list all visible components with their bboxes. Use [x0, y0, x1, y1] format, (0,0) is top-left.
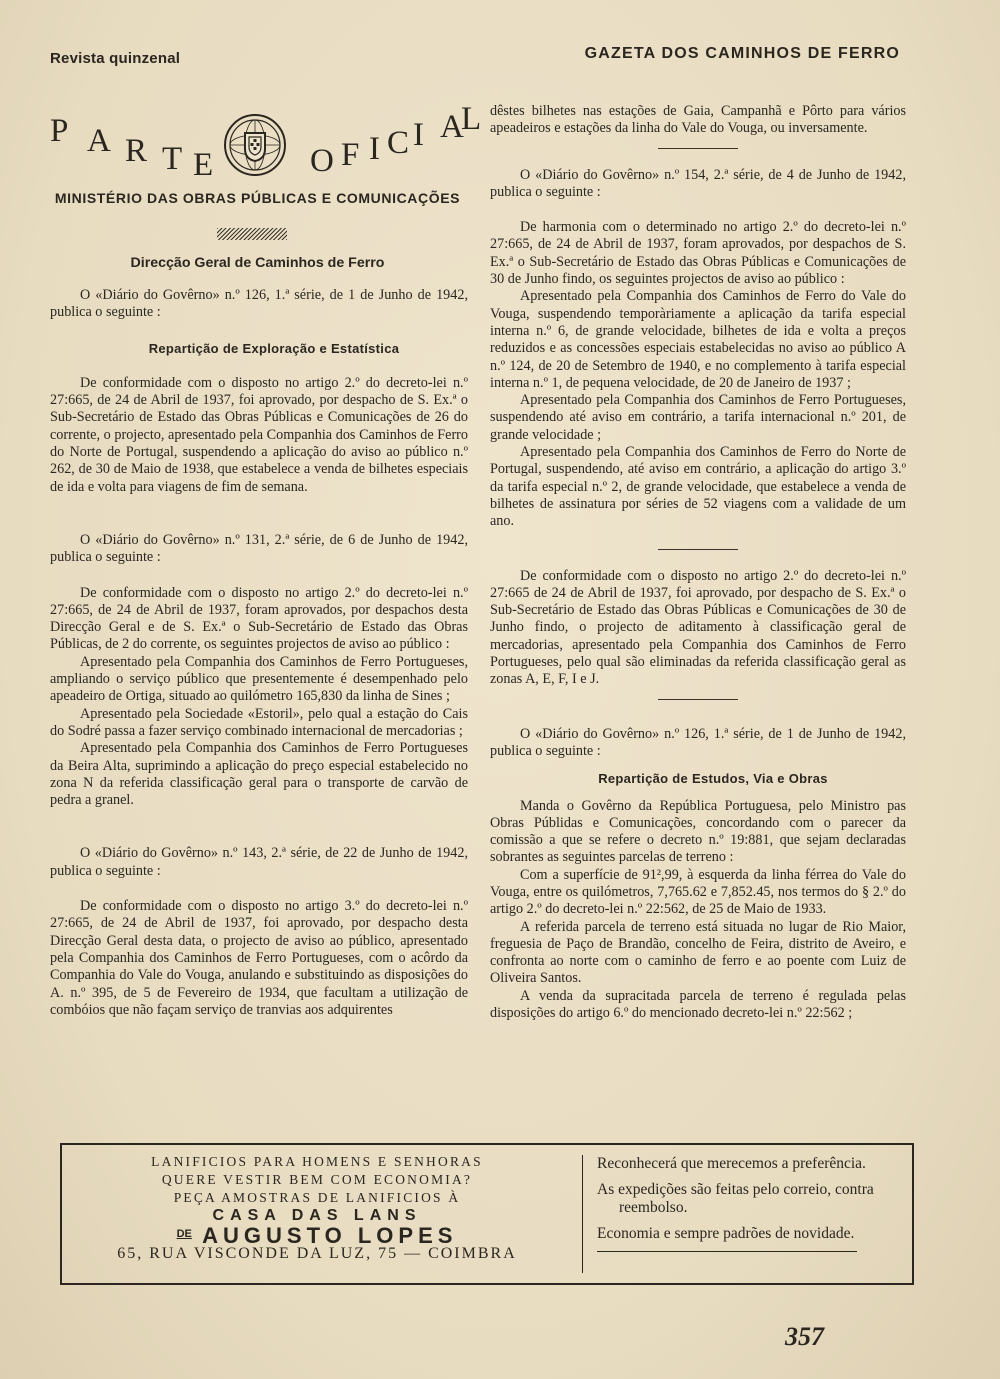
section-body: De harmonia com o determinado no artigo 2.º do decreto-lei n.º 27:665, de 24 de Abril de 1937, foram aprovados, por despachos de S. Ex.ª o Sub-Secretário de Estado das Obras Públicas e Comunicações de 30 de Junho findo, os seguintes projectos de aviso ao público :	[490, 219, 906, 288]
masthead-letter: T	[162, 141, 183, 177]
section-subhead: Repartição de Estudos, Via e Obras	[598, 771, 828, 787]
masthead-letter: L	[461, 101, 482, 137]
section-item: Apresentado pela Sociedade «Estoril», pelo qual a estação do Cais do Sodré passa a fazer serviço combinado internacional de mercadorias ;	[50, 705, 468, 739]
section-body: De conformidade com o disposto no artigo 2.º do decreto-lei n.º 27:665, de 24 de Abril de 1937, foram aprovados, por despachos desta Direcção Geral e de S. Ex.ª o Sub-Secretário de Estado das Obras Públicas, de 2 do corrente, os seguintes projectos de aviso ao público :	[50, 584, 468, 653]
section-continuation: dêstes bilhetes nas estações de Gaia, Campanhã e Pôrto para vários apeadeiros e estações da linha do Vale do Vouga, ou inversamente.	[490, 103, 906, 137]
left-column	[50, 287, 468, 1019]
masthead-letter: E	[193, 147, 214, 183]
masthead-letter: A	[440, 109, 464, 145]
section-item: Apresentado pela Companhia dos Caminhos de Ferro do Norte de Portugal, suspendendo, até aviso em contrário, a aplicação do artigo 3.º da tarifa especial n.º 2, de grande velocidade, que estabelece a venda de bilhetes de assinatura por séries de 52 viagens com a validade de um ano.	[490, 444, 906, 530]
ad-owner: AUGUSTO LOPES	[202, 1223, 458, 1248]
section-body: Manda o Govêrno da República Portuguesa, pelo Ministro pas Obras Públidas e Comunicações, concordando com o parecer da comissão a que se refere o decreto n.º 19:881, que sejam declaradas sobrantes as seguintes parcelas de terreno :	[490, 797, 906, 866]
masthead-letter: I	[413, 117, 424, 153]
masthead-letter: F	[341, 137, 360, 173]
section-body: De conformidade com o disposto no artigo 2.º do decreto-lei n.º 27:665, de 24 de Abril de 1937, foi aprovado, por despacho de S. Ex.ª o Sub-Secretário de Estado das Obras Públicas e Comunicações de 26 do corrente, o projecto, apresentado pela Companhia dos Caminhos de Ferro do Norte de Portugal, suspendendo a aplicação do aviso ao público n.º 262, de 30 de Maio de 1938, que estabelece a venda de bilhetes especiais de ida e volta para viagens de fim de semana.	[50, 374, 468, 495]
masthead-letter: C	[387, 125, 410, 161]
ad-claim: As expedições são feitas pelo correio, contra reembolso.	[597, 1181, 874, 1216]
masthead-letter: R	[125, 133, 148, 169]
masthead-letter: A	[87, 123, 111, 159]
section-item: A referida parcela de terreno está situada no lugar de Rio Maior, freguesia de Paço de Brandão, concelho de Feira, distrito de Aveiro, e confronta ao norte com o caminho de ferro e ao poente com Luiz de Oliveira Santos.	[490, 918, 906, 987]
section-intro: O «Diário do Govêrno» n.º 126, 1.ª série, de 1 de Junho de 1942, publica o seguinte :	[50, 287, 468, 321]
ministry-title: MINISTÉRIO DAS OBRAS PÚBLICAS E COMUNICAÇÕES	[54, 190, 461, 206]
hatched-ornament	[217, 228, 287, 240]
section-item: Apresentado pela Companhia dos Caminhos de Ferro Portugueses, suspendendo até aviso em contrário, a tarifa internacional n.º 201, de grande velocidade ;	[490, 392, 906, 443]
ad-line: PEÇA AMOSTRAS DE LANIFICIOS À	[173, 1190, 461, 1205]
ad-de: DE	[176, 1228, 192, 1240]
section-intro: O «Diário do Govêrno» n.º 131, 2.ª série, de 6 de Junho de 1942, publica o seguinte :	[50, 531, 468, 566]
section-item: Apresentado pela Companhia dos Caminhos de Ferro Portugueses da Beira Alta, suprimindo a aplicação do preço especial estabelecido no zona N da referida classificação geral para o transporte de carvão de pedra a granel.	[50, 740, 468, 809]
section-intro: O «Diário do Govêrno» n.º 143, 2.ª série, de 22 de Junho de 1942, publica o seguinte :	[50, 845, 468, 879]
ad-claim: Economia e sempre padrões de novidade.	[597, 1225, 855, 1242]
ad-line: QUERE VESTIR BEM COM ECONOMIA?	[161, 1172, 473, 1187]
ad-owner-name	[62, 1223, 572, 1248]
section-item: Apresentado pela Companhia dos Caminhos de Ferro do Vale do Vouga, suspendendo temporàriamente a aplicação da tarifa especial interna n.º 6, de grande velocidade, bilhetes de ida e volta a preços reduzidos e as concessões especiais estabelecidas no aviso ao público A n.º 124, de 20 de Setembro de 1940, e no complemento à tarifa especial interna n.º 1, de pequena velocidade, de 20 de Janeiro de 1937 ;	[490, 288, 906, 391]
header-right: GAZETA DOS CAMINHOS DE FERRO	[584, 45, 900, 62]
ad-line: LANIFICIOS PARA HOMENS E SENHORAS	[151, 1154, 483, 1169]
masthead	[45, 101, 482, 185]
section-item: Com a superfície de 91²,99, à esquerda da linha férrea do Vale do Vouga, entre os quilómetros, 7,765.62 e 7,852.45, nos termos do § 2.º do artigo 2.º do decreto-lei n.º 22:562, de 25 de Maio de 1933.	[490, 866, 906, 918]
direccao-title: Direcção Geral de Caminhos de Ferro	[130, 255, 385, 271]
advertisement-right	[597, 1155, 897, 1252]
section-subhead: Repartição de Exploração e Estatística	[148, 340, 400, 356]
ad-underline	[597, 1251, 857, 1252]
masthead-letter: I	[369, 131, 380, 167]
section-item: A venda da supracitada parcela de terreno é regulada pelas disposições do artigo 6.º do mencionado decreto-lei n.º 22:562 ;	[490, 987, 906, 1022]
advertisement-left	[62, 1153, 572, 1263]
ad-claim: Reconhecerá que merecemos a preferência.	[597, 1155, 866, 1172]
right-column	[490, 103, 906, 1022]
masthead-letter: O	[310, 143, 334, 179]
section-item: Apresentado pela Companhia dos Caminhos de Ferro Portugueses, ampliando o serviço público que presentemente é desempenhado pelo apeadeiro de Ortiga, situado ao quilómetro 165,830 da linha de Sines ;	[50, 653, 468, 705]
masthead-letter: P	[50, 113, 69, 149]
coat-of-arms-seal-icon	[223, 113, 287, 177]
section-body: De conformidade com o disposto no artigo 3.º do decreto-lei n.º 27:665, de 24 de Abril de 1937, foi aprovado, por despacho desta Direcção Geral desta data, o projecto de aviso ao público, apresentado pela Companhia dos Caminhos de Ferro Portugueses, com o acôrdo da Companhia do Vale do Vouga, anulando e substituindo as disposições do A. n.º 395, de 5 de Fevereiro de 1934, que facultam a utilização de combóios que não façam serviço de tranvias aos adquirentes	[50, 898, 468, 1018]
advertisement-box	[60, 1143, 914, 1285]
section-body: De conformidade com o disposto no artigo 2.º do decreto-lei n.º 27:665 de 24 de Abril de 1937, foi aprovado, por despacho de S. Ex.ª o Sub-Secretário de Estado das Obras Públicas e Comunicações de 30 de Junho findo, o projecto de aditamento à classificação geral de mercadorias, apresentado pela Companhia dos Caminhos de Ferro Portugueses, pelo qual são eliminadas da referida classificação geral as zonas A, E, F, I e J.	[490, 567, 906, 688]
section-intro: O «Diário do Govêrno» n.º 126, 1.ª série, de 1 de Junho de 1942, publica o seguinte :	[490, 725, 906, 759]
ad-divider	[582, 1155, 583, 1273]
section-intro: O «Diário do Govêrno» n.º 154, 2.ª série, de 4 de Junho de 1942, publica o seguinte :	[490, 166, 906, 200]
ad-address: 65, RUA VISCONDE DA LUZ, 75 — COIMBRA	[117, 1245, 517, 1262]
page-number: 357	[785, 1322, 824, 1351]
ad-shop-name: CASA DAS LANS	[212, 1207, 422, 1224]
header-left: Revista quinzenal	[50, 50, 181, 67]
